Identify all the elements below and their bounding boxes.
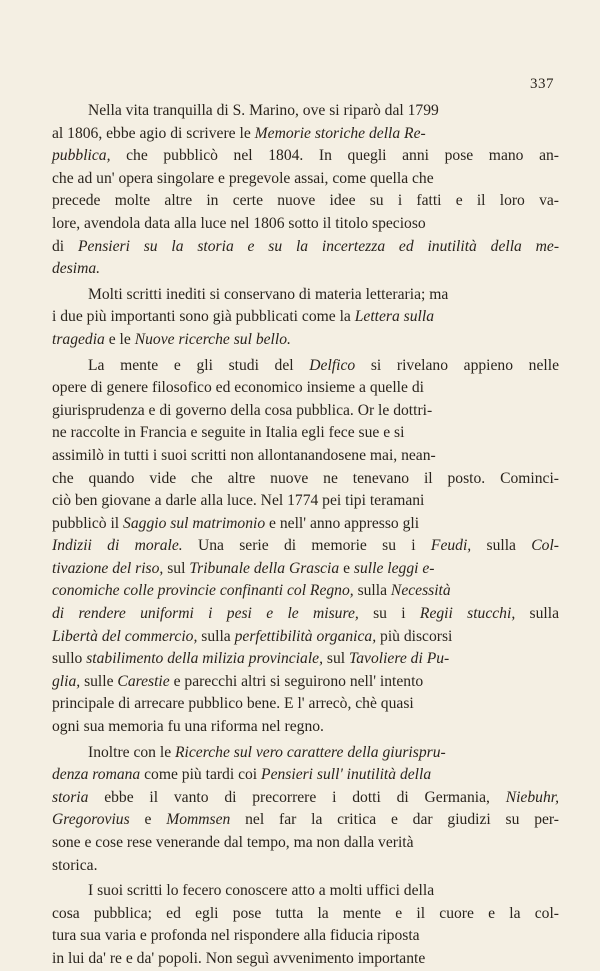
text-line [52, 535, 559, 558]
italic-text: Regii stucchi, [419, 605, 516, 623]
italic-text: Memorie storiche della Re- [254, 124, 426, 142]
text-line [52, 190, 559, 213]
text-line [52, 355, 559, 378]
text-run: ne raccolte in Francia e seguite in Italia egli fece sue e si [52, 424, 405, 442]
italic-text: Indizii di morale. [52, 537, 183, 555]
text-run: La mente e gli studi del [88, 356, 310, 374]
text-line [52, 880, 559, 903]
text-line [52, 716, 559, 739]
text-run: tura sua varia e profonda nel rispondere alla fiducia riposta [52, 927, 420, 945]
text-run: sulla [197, 627, 235, 645]
text-run: cosa pubblica; ed egli pose tutta la mente e il cuore e la col- [52, 904, 559, 922]
text-run: i due più importanti sono già pubblicati come la [52, 308, 355, 326]
text-run: ogni sua memoria fu una riforma nel regno. [52, 718, 324, 736]
text-run: I suoi scritti lo fecero conoscere atto a molti uffici della [88, 882, 435, 900]
text-run: di [52, 237, 78, 255]
text-line [52, 855, 559, 878]
text-line [52, 422, 559, 445]
page-number: 337 [530, 76, 554, 92]
text-line [52, 603, 559, 626]
text-run: e nell' anno appresso gli [265, 514, 420, 532]
text-line [52, 558, 559, 581]
italic-text: pubblica, [52, 147, 111, 165]
text-run: nel far la critica e dar giudizi su per- [230, 811, 559, 829]
text-line [52, 284, 559, 307]
text-run: Una serie di memorie su i [182, 537, 431, 555]
italic-text: Nuove ricerche sul bello. [134, 330, 291, 348]
italic-text: sulle leggi e- [353, 559, 435, 577]
italic-text: conomiche colle provincie confinanti col Regno, [52, 582, 354, 600]
text-run: ciò ben giovane a darle alla luce. Nel 1774 pei tipi teramani [52, 492, 425, 510]
text-line [52, 648, 559, 671]
text-line [52, 580, 559, 603]
text-line [52, 513, 559, 536]
italic-text: glia, [52, 672, 81, 690]
text-run: sul [323, 650, 350, 668]
text-run: ebbe il vanto di precorrere i dotti di Germania, [88, 788, 506, 806]
text-line [52, 693, 559, 716]
text-run: al 1806, ebbe agio di scrivere le [52, 124, 255, 142]
italic-text: Tavoliere di Pu- [349, 650, 450, 668]
italic-text: Delfico [309, 356, 356, 374]
italic-text: Necessità [390, 582, 451, 600]
text-run: sulla [515, 605, 559, 623]
text-run: pubblicò il [52, 514, 124, 532]
text-line [52, 213, 559, 236]
text-line [52, 445, 559, 468]
text-line [52, 671, 559, 694]
italic-text: Pensieri su la storia e su la incertezza ed inutilità della me- [77, 237, 560, 255]
text-run: su i [358, 605, 420, 623]
text-line [52, 400, 559, 423]
text-line [52, 377, 559, 400]
text-line [52, 764, 559, 787]
text-run: Inoltre con le [88, 743, 176, 761]
text-run: sulle [80, 672, 118, 690]
text-run: in lui da' re e da' popoli. Non seguì avvenimento importante [52, 949, 426, 967]
text-run: giurisprudenza e di governo della cosa pubblica. Or le dottri- [52, 401, 433, 419]
italic-text: stabilimento della milizia provinciale, [86, 650, 324, 668]
text-run: e [339, 559, 354, 577]
text-run: e le [104, 330, 135, 348]
text-line [52, 100, 559, 123]
text-line [52, 168, 559, 191]
text-line [52, 626, 559, 649]
text-run: storica. [52, 856, 98, 874]
text-run: che ad un' opera singolare e pregevole assai, come quella che [52, 169, 434, 187]
text-run: principale di arrecare pubblico bene. E l' arrecò, chè quasi [52, 695, 414, 713]
italic-text: Niebuhr, [505, 788, 559, 806]
italic-text: Ricerche sul vero carattere della giurispru- [175, 743, 446, 761]
text-line [52, 123, 559, 146]
italic-text: Carestie [117, 672, 170, 690]
text-run: che pubblicò nel 1804. In quegli anni pose mano an- [110, 147, 559, 165]
text-run: e parecchi altri si seguirono nell' intento [169, 672, 424, 690]
italic-text: perfettibilità organica, [234, 627, 377, 645]
italic-text: Libertà del commercio, [52, 627, 198, 645]
page-body-text [52, 100, 559, 971]
italic-text: Tribunale della Grascia [189, 559, 340, 577]
text-run: assimilò in tutti i suoi scritti non allontanandosene mai, nean- [52, 446, 436, 464]
italic-text: Col- [531, 537, 559, 555]
text-run: lore, avendola data alla luce nel 1806 sotto il titolo specioso [52, 214, 426, 232]
text-line [52, 236, 559, 259]
text-run: sullo [52, 650, 87, 668]
text-line [52, 948, 559, 971]
text-run: Molti scritti inediti si conservano di materia letteraria; ma [88, 285, 449, 303]
italic-text: desima. [52, 260, 101, 278]
text-line [52, 787, 559, 810]
text-run: Nella vita tranquilla di S. Marino, ove si riparò dal 1799 [88, 102, 439, 119]
italic-text: tragedia [52, 330, 105, 348]
italic-text: Saggio sul matrimonio [123, 514, 266, 532]
text-line [52, 832, 559, 855]
text-line [52, 742, 559, 765]
text-run: sul [163, 559, 190, 577]
text-run: e [129, 811, 167, 829]
italic-text: di rendere uniformi i pesi e le misure, [52, 605, 359, 623]
text-line [52, 903, 559, 926]
text-run: sone e cose rese venerande dal tempo, ma non dalla verità [52, 834, 414, 851]
text-line [52, 925, 559, 948]
text-run: precede molte altre in certe nuove idee su i fatti e il loro va- [52, 192, 559, 210]
text-line [52, 145, 559, 168]
text-run: opere di genere filosofico ed economico insieme a quelle di [52, 379, 424, 397]
text-run: si rivelano appieno nelle [355, 356, 559, 374]
text-run: sulla [353, 582, 391, 600]
text-run: come più tardi coi [140, 766, 262, 784]
italic-text: Gregorovius [52, 811, 130, 829]
italic-text: denza romana [52, 766, 141, 784]
italic-text: Lettera sulla [354, 308, 434, 326]
italic-text: Pensieri sull' inutilità della [261, 766, 432, 784]
italic-text: tivazione del riso, [52, 559, 164, 577]
text-line [52, 490, 559, 513]
text-line [52, 329, 559, 352]
text-line [52, 468, 559, 491]
italic-text: storia [52, 788, 89, 806]
text-line [52, 258, 559, 281]
text-run: sulla [471, 537, 532, 555]
text-line [52, 306, 559, 329]
text-line [52, 809, 559, 832]
text-run: più discorsi [376, 627, 453, 645]
text-run: che quando vide che altre nuove ne tenevano il posto. Cominci- [52, 469, 559, 487]
italic-text: Feudi, [430, 537, 472, 555]
italic-text: Mommsen [166, 811, 231, 829]
